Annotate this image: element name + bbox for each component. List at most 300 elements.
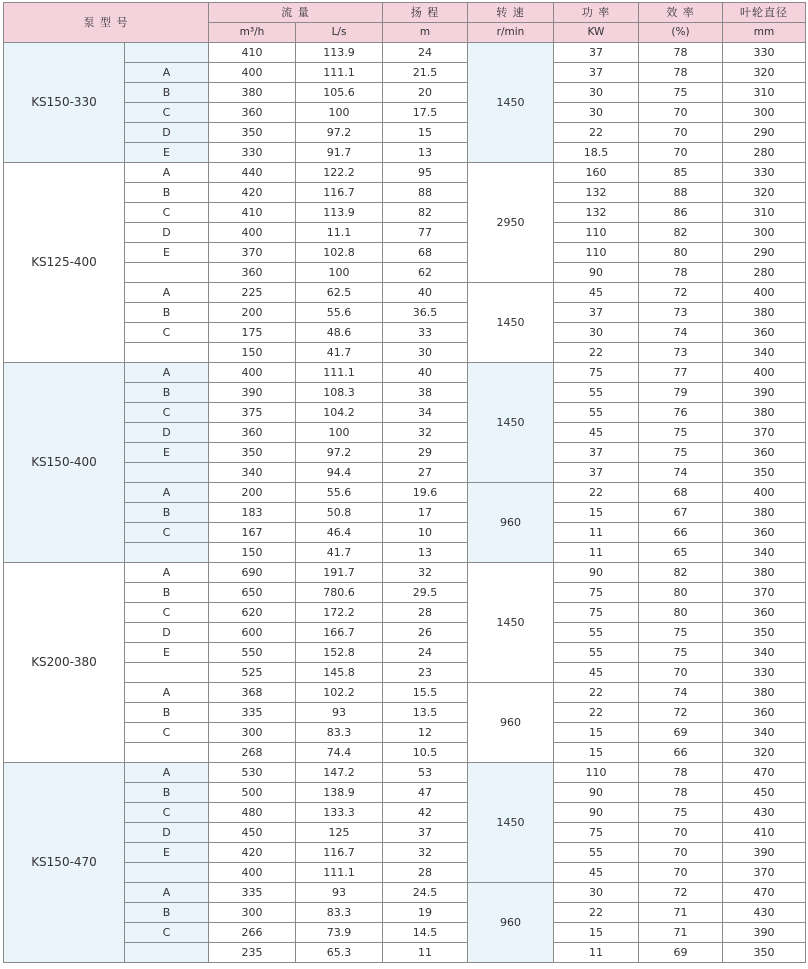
impeller-cell: 330: [723, 163, 806, 183]
head-cell: 17: [383, 503, 468, 523]
table-row: [4, 323, 806, 343]
flow-ls-cell: 116.7: [296, 843, 383, 863]
flow-ls-cell: 191.7: [296, 563, 383, 583]
power-cell: 90: [554, 803, 639, 823]
table-row: [4, 523, 806, 543]
table-row: [4, 903, 806, 923]
power-cell: 15: [554, 723, 639, 743]
flow-m3h-cell: 410: [209, 43, 296, 63]
power-cell: 90: [554, 563, 639, 583]
flow-ls-cell: 152.8: [296, 643, 383, 663]
impeller-cell: 470: [723, 883, 806, 903]
table-row: [4, 863, 806, 883]
impeller-cell: 350: [723, 463, 806, 483]
table-row: [4, 83, 806, 103]
variant-code: E: [125, 843, 209, 863]
variant-code: A: [125, 683, 209, 703]
power-cell: 15: [554, 923, 639, 943]
power-cell: 132: [554, 183, 639, 203]
table-row: [4, 463, 806, 483]
flow-m3h-cell: 400: [209, 363, 296, 383]
power-cell: 55: [554, 623, 639, 643]
variant-code: D: [125, 823, 209, 843]
efficiency-cell: 73: [639, 343, 723, 363]
head-cell: 77: [383, 223, 468, 243]
table-row: [4, 43, 806, 63]
power-cell: 45: [554, 283, 639, 303]
model-group: [4, 363, 806, 563]
variant-code: C: [125, 603, 209, 623]
power-cell: 11: [554, 543, 639, 563]
efficiency-cell: 71: [639, 923, 723, 943]
table-row: [4, 883, 806, 903]
head-cell: 68: [383, 243, 468, 263]
impeller-cell: 290: [723, 123, 806, 143]
impeller-cell: 340: [723, 723, 806, 743]
flow-m3h-cell: 410: [209, 203, 296, 223]
impeller-cell: 310: [723, 203, 806, 223]
unit-flow-ls: L/s: [296, 23, 383, 43]
flow-m3h-cell: 650: [209, 583, 296, 603]
table-row: [4, 923, 806, 943]
flow-m3h-cell: 200: [209, 483, 296, 503]
head-cell: 28: [383, 863, 468, 883]
flow-m3h-cell: 300: [209, 903, 296, 923]
flow-m3h-cell: 330: [209, 143, 296, 163]
head-cell: 20: [383, 83, 468, 103]
variant-code: A: [125, 483, 209, 503]
flow-ls-cell: 166.7: [296, 623, 383, 643]
flow-m3h-cell: 400: [209, 63, 296, 83]
model-name: KS125-400: [4, 163, 125, 363]
flow-m3h-cell: 690: [209, 563, 296, 583]
power-cell: 37: [554, 63, 639, 83]
variant-code: C: [125, 923, 209, 943]
power-cell: 110: [554, 243, 639, 263]
variant-code: B: [125, 583, 209, 603]
power-cell: 37: [554, 303, 639, 323]
variant-code: E: [125, 143, 209, 163]
variant-code: E: [125, 443, 209, 463]
impeller-cell: 400: [723, 283, 806, 303]
model-name: KS150-470: [4, 763, 125, 963]
variant-code: D: [125, 623, 209, 643]
flow-ls-cell: 94.4: [296, 463, 383, 483]
power-cell: 22: [554, 343, 639, 363]
flow-ls-cell: 780.6: [296, 583, 383, 603]
power-cell: 18.5: [554, 143, 639, 163]
impeller-cell: 400: [723, 363, 806, 383]
efficiency-cell: 82: [639, 563, 723, 583]
head-cell: 10.5: [383, 743, 468, 763]
flow-ls-cell: 50.8: [296, 503, 383, 523]
table-row: [4, 343, 806, 363]
flow-m3h-cell: 620: [209, 603, 296, 623]
flow-ls-cell: 83.3: [296, 723, 383, 743]
flow-ls-cell: 122.2: [296, 163, 383, 183]
impeller-cell: 400: [723, 483, 806, 503]
efficiency-cell: 65: [639, 543, 723, 563]
variant-code: [125, 663, 209, 683]
efficiency-cell: 70: [639, 843, 723, 863]
table-row: [4, 603, 806, 623]
impeller-cell: 350: [723, 623, 806, 643]
power-cell: 22: [554, 123, 639, 143]
flow-m3h-cell: 167: [209, 523, 296, 543]
head-cell: 29.5: [383, 583, 468, 603]
efficiency-cell: 78: [639, 783, 723, 803]
table-row: [4, 63, 806, 83]
power-cell: 30: [554, 83, 639, 103]
power-cell: 22: [554, 703, 639, 723]
power-cell: 37: [554, 463, 639, 483]
variant-code: B: [125, 703, 209, 723]
efficiency-cell: 79: [639, 383, 723, 403]
unit-flow-m3h: m³/h: [209, 23, 296, 43]
flow-m3h-cell: 400: [209, 223, 296, 243]
speed-cell: 960: [468, 683, 554, 763]
efficiency-cell: 70: [639, 863, 723, 883]
table-header: [4, 3, 806, 43]
flow-m3h-cell: 450: [209, 823, 296, 843]
impeller-cell: 390: [723, 383, 806, 403]
flow-ls-cell: 74.4: [296, 743, 383, 763]
header-power: 功 率: [554, 3, 639, 23]
header-impeller: 叶轮直径: [723, 3, 806, 23]
head-cell: 53: [383, 763, 468, 783]
variant-code: D: [125, 223, 209, 243]
efficiency-cell: 75: [639, 803, 723, 823]
model-group: [4, 563, 806, 763]
impeller-cell: 380: [723, 403, 806, 423]
head-cell: 29: [383, 443, 468, 463]
table-row: [4, 723, 806, 743]
impeller-cell: 300: [723, 223, 806, 243]
table-row: [4, 783, 806, 803]
impeller-cell: 360: [723, 443, 806, 463]
table-row: [4, 843, 806, 863]
efficiency-cell: 67: [639, 503, 723, 523]
variant-code: [125, 543, 209, 563]
variant-code: C: [125, 723, 209, 743]
variant-code: A: [125, 63, 209, 83]
flow-ls-cell: 55.6: [296, 483, 383, 503]
header-model: 泵 型 号: [4, 3, 209, 43]
head-cell: 37: [383, 823, 468, 843]
speed-cell: 1450: [468, 363, 554, 483]
header-efficiency: 效 率: [639, 3, 723, 23]
speed-cell: 1450: [468, 43, 554, 163]
flow-ls-cell: 105.6: [296, 83, 383, 103]
flow-m3h-cell: 200: [209, 303, 296, 323]
power-cell: 15: [554, 743, 639, 763]
head-cell: 32: [383, 423, 468, 443]
power-cell: 75: [554, 603, 639, 623]
variant-code: A: [125, 363, 209, 383]
flow-m3h-cell: 390: [209, 383, 296, 403]
power-cell: 55: [554, 843, 639, 863]
flow-ls-cell: 138.9: [296, 783, 383, 803]
power-cell: 90: [554, 783, 639, 803]
impeller-cell: 390: [723, 923, 806, 943]
header-flow: 流 量: [209, 3, 383, 23]
table-row: [4, 583, 806, 603]
impeller-cell: 280: [723, 143, 806, 163]
flow-m3h-cell: 300: [209, 723, 296, 743]
efficiency-cell: 75: [639, 623, 723, 643]
table-row: [4, 203, 806, 223]
flow-ls-cell: 102.8: [296, 243, 383, 263]
head-cell: 23: [383, 663, 468, 683]
flow-ls-cell: 48.6: [296, 323, 383, 343]
head-cell: 36.5: [383, 303, 468, 323]
flow-ls-cell: 147.2: [296, 763, 383, 783]
variant-code: [125, 463, 209, 483]
impeller-cell: 380: [723, 303, 806, 323]
flow-ls-cell: 93: [296, 883, 383, 903]
variant-code: B: [125, 783, 209, 803]
flow-ls-cell: 116.7: [296, 183, 383, 203]
variant-code: A: [125, 763, 209, 783]
flow-m3h-cell: 360: [209, 423, 296, 443]
flow-ls-cell: 102.2: [296, 683, 383, 703]
table-row: [4, 763, 806, 783]
efficiency-cell: 71: [639, 903, 723, 923]
impeller-cell: 430: [723, 903, 806, 923]
model-group: [4, 763, 806, 963]
speed-cell: 1450: [468, 763, 554, 883]
power-cell: 110: [554, 763, 639, 783]
flow-m3h-cell: 225: [209, 283, 296, 303]
head-cell: 38: [383, 383, 468, 403]
impeller-cell: 360: [723, 523, 806, 543]
impeller-cell: 370: [723, 863, 806, 883]
flow-ls-cell: 41.7: [296, 343, 383, 363]
efficiency-cell: 78: [639, 43, 723, 63]
flow-m3h-cell: 420: [209, 183, 296, 203]
variant-code: [125, 343, 209, 363]
model-name: KS150-330: [4, 43, 125, 163]
table-row: [4, 663, 806, 683]
impeller-cell: 320: [723, 63, 806, 83]
power-cell: 30: [554, 323, 639, 343]
efficiency-cell: 74: [639, 683, 723, 703]
power-cell: 37: [554, 43, 639, 63]
flow-m3h-cell: 375: [209, 403, 296, 423]
flow-m3h-cell: 350: [209, 123, 296, 143]
flow-ls-cell: 111.1: [296, 63, 383, 83]
flow-m3h-cell: 368: [209, 683, 296, 703]
power-cell: 55: [554, 643, 639, 663]
flow-m3h-cell: 335: [209, 703, 296, 723]
impeller-cell: 310: [723, 83, 806, 103]
efficiency-cell: 77: [639, 363, 723, 383]
head-cell: 42: [383, 803, 468, 823]
variant-code: [125, 743, 209, 763]
variant-code: B: [125, 83, 209, 103]
table-row: [4, 123, 806, 143]
head-cell: 24: [383, 643, 468, 663]
head-cell: 11: [383, 943, 468, 963]
efficiency-cell: 74: [639, 463, 723, 483]
table-row: [4, 103, 806, 123]
impeller-cell: 340: [723, 343, 806, 363]
table-row: [4, 143, 806, 163]
flow-ls-cell: 55.6: [296, 303, 383, 323]
table-row: [4, 943, 806, 963]
impeller-cell: 380: [723, 503, 806, 523]
variant-code: B: [125, 503, 209, 523]
power-cell: 55: [554, 383, 639, 403]
head-cell: 40: [383, 363, 468, 383]
flow-m3h-cell: 350: [209, 443, 296, 463]
impeller-cell: 430: [723, 803, 806, 823]
flow-m3h-cell: 175: [209, 323, 296, 343]
power-cell: 15: [554, 503, 639, 523]
head-cell: 33: [383, 323, 468, 343]
variant-code: [125, 943, 209, 963]
impeller-cell: 360: [723, 703, 806, 723]
head-cell: 32: [383, 843, 468, 863]
efficiency-cell: 69: [639, 943, 723, 963]
efficiency-cell: 78: [639, 63, 723, 83]
head-cell: 13.5: [383, 703, 468, 723]
efficiency-cell: 70: [639, 103, 723, 123]
efficiency-cell: 80: [639, 583, 723, 603]
table-row: [4, 363, 806, 383]
table-row: [4, 163, 806, 183]
efficiency-cell: 88: [639, 183, 723, 203]
impeller-cell: 450: [723, 783, 806, 803]
efficiency-cell: 75: [639, 83, 723, 103]
flow-ls-cell: 133.3: [296, 803, 383, 823]
power-cell: 11: [554, 523, 639, 543]
flow-m3h-cell: 360: [209, 263, 296, 283]
table-row: [4, 483, 806, 503]
model-group: [4, 43, 806, 163]
variant-code: D: [125, 123, 209, 143]
power-cell: 30: [554, 103, 639, 123]
flow-m3h-cell: 150: [209, 343, 296, 363]
table-row: [4, 803, 806, 823]
efficiency-cell: 75: [639, 443, 723, 463]
head-cell: 21.5: [383, 63, 468, 83]
flow-m3h-cell: 266: [209, 923, 296, 943]
efficiency-cell: 85: [639, 163, 723, 183]
unit-head: m: [383, 23, 468, 43]
flow-ls-cell: 125: [296, 823, 383, 843]
head-cell: 12: [383, 723, 468, 743]
flow-m3h-cell: 440: [209, 163, 296, 183]
power-cell: 37: [554, 443, 639, 463]
flow-ls-cell: 91.7: [296, 143, 383, 163]
impeller-cell: 380: [723, 563, 806, 583]
flow-m3h-cell: 480: [209, 803, 296, 823]
efficiency-cell: 70: [639, 663, 723, 683]
table-row: [4, 183, 806, 203]
variant-code: B: [125, 183, 209, 203]
impeller-cell: 370: [723, 423, 806, 443]
power-cell: 55: [554, 403, 639, 423]
impeller-cell: 340: [723, 543, 806, 563]
efficiency-cell: 80: [639, 243, 723, 263]
variant-code: E: [125, 643, 209, 663]
table-row: [4, 503, 806, 523]
flow-ls-cell: 113.9: [296, 203, 383, 223]
speed-cell: 2950: [468, 163, 554, 283]
efficiency-cell: 72: [639, 703, 723, 723]
flow-m3h-cell: 530: [209, 763, 296, 783]
table-row: [4, 243, 806, 263]
variant-code: B: [125, 303, 209, 323]
efficiency-cell: 82: [639, 223, 723, 243]
head-cell: 32: [383, 563, 468, 583]
power-cell: 132: [554, 203, 639, 223]
table-row: [4, 643, 806, 663]
flow-ls-cell: 11.1: [296, 223, 383, 243]
impeller-cell: 390: [723, 843, 806, 863]
impeller-cell: 370: [723, 583, 806, 603]
flow-m3h-cell: 360: [209, 103, 296, 123]
efficiency-cell: 78: [639, 263, 723, 283]
variant-code: E: [125, 243, 209, 263]
efficiency-cell: 75: [639, 423, 723, 443]
flow-ls-cell: 41.7: [296, 543, 383, 563]
variant-code: [125, 263, 209, 283]
power-cell: 11: [554, 943, 639, 963]
flow-ls-cell: 100: [296, 263, 383, 283]
variant-code: A: [125, 563, 209, 583]
head-cell: 13: [383, 543, 468, 563]
efficiency-cell: 78: [639, 763, 723, 783]
power-cell: 45: [554, 423, 639, 443]
flow-m3h-cell: 400: [209, 863, 296, 883]
model-group: [4, 163, 806, 363]
impeller-cell: 360: [723, 603, 806, 623]
variant-code: C: [125, 323, 209, 343]
head-cell: 26: [383, 623, 468, 643]
efficiency-cell: 68: [639, 483, 723, 503]
variant-code: C: [125, 203, 209, 223]
efficiency-cell: 76: [639, 403, 723, 423]
table-row: [4, 543, 806, 563]
unit-impeller: mm: [723, 23, 806, 43]
flow-ls-cell: 145.8: [296, 663, 383, 683]
variant-code: [125, 43, 209, 63]
head-cell: 95: [383, 163, 468, 183]
head-cell: 19: [383, 903, 468, 923]
flow-m3h-cell: 500: [209, 783, 296, 803]
impeller-cell: 410: [723, 823, 806, 843]
head-cell: 27: [383, 463, 468, 483]
power-cell: 22: [554, 683, 639, 703]
flow-m3h-cell: 420: [209, 843, 296, 863]
flow-ls-cell: 113.9: [296, 43, 383, 63]
speed-cell: 960: [468, 883, 554, 963]
head-cell: 34: [383, 403, 468, 423]
power-cell: 160: [554, 163, 639, 183]
flow-m3h-cell: 550: [209, 643, 296, 663]
flow-ls-cell: 97.2: [296, 123, 383, 143]
variant-code: C: [125, 403, 209, 423]
flow-m3h-cell: 235: [209, 943, 296, 963]
model-name: KS150-400: [4, 363, 125, 563]
flow-m3h-cell: 335: [209, 883, 296, 903]
table-row: [4, 263, 806, 283]
efficiency-cell: 75: [639, 643, 723, 663]
impeller-cell: 330: [723, 663, 806, 683]
flow-m3h-cell: 268: [209, 743, 296, 763]
